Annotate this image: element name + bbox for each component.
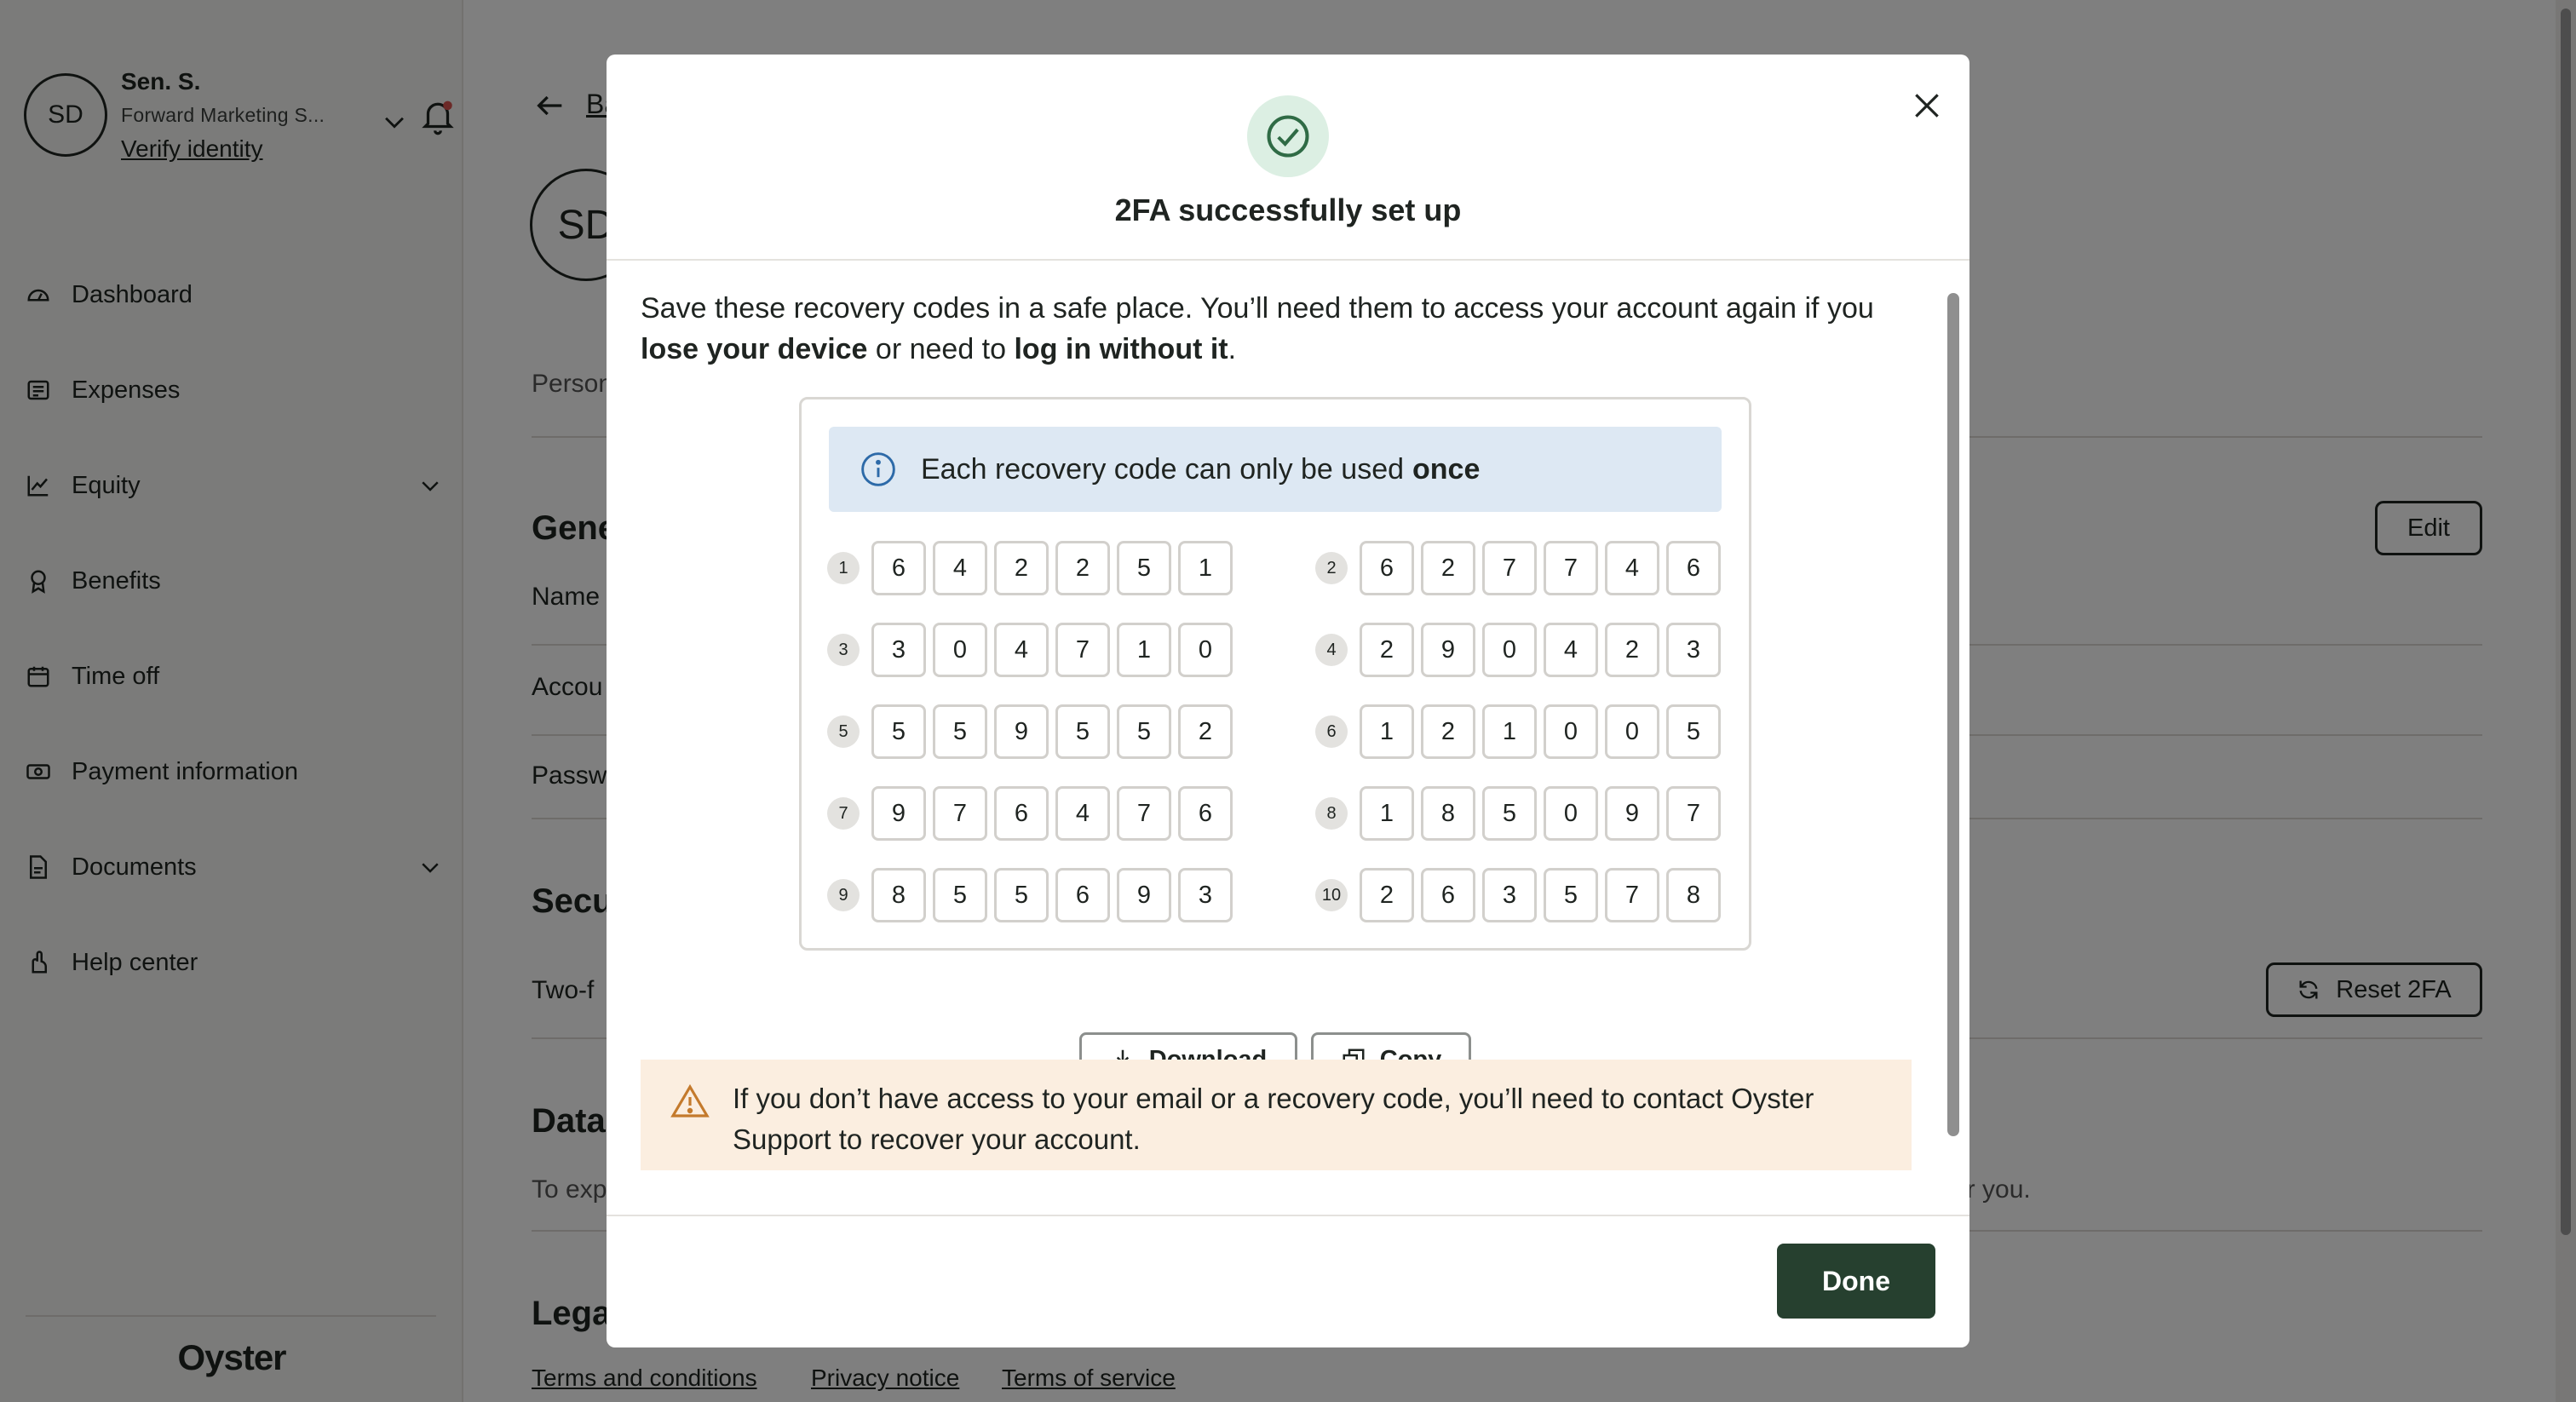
recovery-code-digit: 5 [1544,868,1598,922]
recovery-code-digit: 6 [994,786,1049,841]
modal-scrollbar[interactable] [1947,293,1959,1136]
recovery-code-index: 5 [827,715,860,748]
recovery-code-digit: 7 [933,786,987,841]
intro-text: Save these recovery codes in a safe place. You’ll need them to access your account again if you [641,292,1874,325]
intro-text: . [1228,333,1237,365]
recovery-code-index: 9 [827,879,860,911]
recovery-code-index: 4 [1315,634,1348,666]
recovery-code-digit: 5 [1482,786,1537,841]
info-text: Each recovery code can only be used [921,452,1405,486]
recovery-code-digit: 9 [994,704,1049,759]
recovery-code-digit: 3 [871,623,926,677]
recovery-code-digit: 0 [1544,704,1598,759]
recovery-code-index: 7 [827,797,860,830]
recovery-code-digit: 9 [1117,868,1171,922]
done-button[interactable]: Done [1777,1244,1935,1319]
recovery-code-digit: 8 [1421,786,1475,841]
recovery-code-digit: 3 [1482,868,1537,922]
recovery-codes-card [799,397,1751,951]
recovery-code-digit: 4 [1055,786,1110,841]
recovery-code-digit: 1 [1117,623,1171,677]
recovery-code-digit: 2 [994,541,1049,595]
recovery-code-digit: 2 [1421,541,1475,595]
recovery-code-index: 6 [1315,715,1348,748]
recovery-code-digit: 1 [1178,541,1233,595]
recovery-code-digit: 4 [1605,541,1659,595]
recovery-code-digit: 2 [1605,623,1659,677]
intro-emphasis: lose your device [641,333,868,365]
recovery-code-digit: 1 [1360,704,1414,759]
recovery-code-row [1315,541,1728,595]
recovery-intro-text [641,288,1918,370]
recovery-code-digit: 5 [933,868,987,922]
modal-title: 2FA successfully set up [1114,192,1462,227]
recovery-code-digit: 7 [1666,786,1721,841]
recovery-code-digit: 7 [1055,623,1110,677]
recovery-code-digit: 2 [1421,704,1475,759]
recovery-code-digit: 6 [871,541,926,595]
check-circle-icon [1265,113,1311,159]
close-icon [1911,89,1943,122]
recovery-code-digit: 6 [1421,868,1475,922]
recovery-code-index: 8 [1315,797,1348,830]
warning-icon [670,1082,710,1123]
recovery-code-row [1315,704,1728,759]
warning-banner [641,1060,1912,1170]
recovery-code-digit: 5 [994,868,1049,922]
recovery-code-digit: 3 [1178,868,1233,922]
recovery-code-digit: 5 [1055,704,1110,759]
intro-text: or need to [867,333,1015,365]
recovery-code-digit: 8 [1666,868,1721,922]
warning-text: If you don’t have access to your email or a recovery code, you’ll need to contact Oyster Support to recover your account. [733,1083,1814,1155]
recovery-code-digit: 2 [1055,541,1110,595]
recovery-code-digit: 4 [994,623,1049,677]
recovery-code-index: 1 [827,552,860,584]
recovery-code-digit: 0 [1482,623,1537,677]
recovery-code-row [1315,786,1728,841]
recovery-code-digit: 5 [933,704,987,759]
modal-body [607,262,1969,1215]
recovery-code-digit: 6 [1055,868,1110,922]
recovery-code-row [1315,868,1728,922]
modal-footer [607,1215,1969,1347]
recovery-code-digit: 1 [1360,786,1414,841]
recovery-code-row [827,623,1239,677]
recovery-code-digit: 2 [1360,623,1414,677]
recovery-code-index: 3 [827,634,860,666]
success-badge [1247,95,1329,177]
recovery-code-row [827,786,1239,841]
recovery-code-digit: 7 [1544,541,1598,595]
recovery-code-digit: 2 [1360,868,1414,922]
recovery-code-digit: 5 [1666,704,1721,759]
recovery-code-digit: 6 [1666,541,1721,595]
recovery-code-digit: 9 [1605,786,1659,841]
recovery-code-row [827,704,1239,759]
recovery-code-digit: 5 [1117,704,1171,759]
recovery-code-digit: 9 [1421,623,1475,677]
recovery-code-digit: 0 [1544,786,1598,841]
recovery-code-row [827,868,1239,922]
recovery-code-digit: 1 [1482,704,1537,759]
info-banner [829,427,1722,512]
modal-header [607,55,1969,261]
recovery-code-row [1315,623,1728,677]
recovery-code-digit: 3 [1666,623,1721,677]
recovery-code-digit: 4 [933,541,987,595]
info-icon [860,451,897,488]
recovery-code-digit: 7 [1117,786,1171,841]
recovery-code-index: 10 [1315,879,1348,911]
recovery-code-digit: 5 [871,704,926,759]
recovery-code-digit: 7 [1605,868,1659,922]
close-button[interactable] [1903,82,1951,129]
recovery-code-digit: 0 [933,623,987,677]
2fa-success-modal [607,55,1969,1347]
recovery-code-digit: 0 [1178,623,1233,677]
recovery-code-row [827,541,1239,595]
recovery-code-digit: 5 [1117,541,1171,595]
recovery-code-index: 2 [1315,552,1348,584]
recovery-code-digit: 7 [1482,541,1537,595]
recovery-code-digit: 6 [1178,786,1233,841]
info-emphasis: once [1412,452,1481,486]
recovery-code-digit: 8 [871,868,926,922]
recovery-code-digit: 0 [1605,704,1659,759]
intro-emphasis: log in without it [1014,333,1228,365]
recovery-code-digit: 4 [1544,623,1598,677]
recovery-code-digit: 9 [871,786,926,841]
recovery-code-digit: 2 [1178,704,1233,759]
recovery-code-digit: 6 [1360,541,1414,595]
